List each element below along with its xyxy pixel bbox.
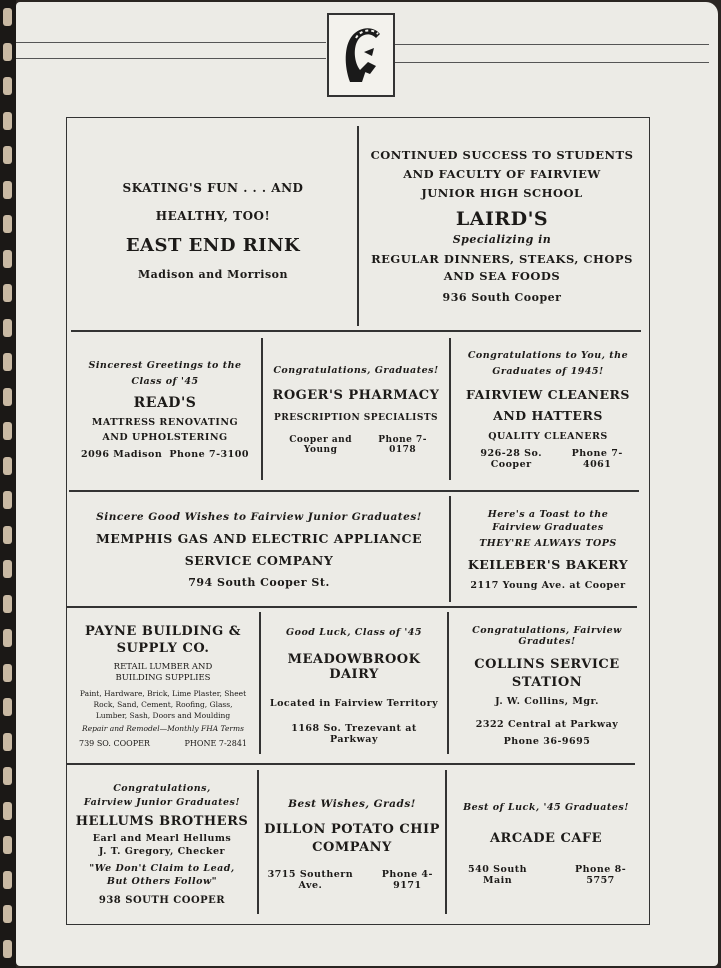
col-divider-r2b bbox=[449, 338, 451, 480]
meadowbrook-name: MEADOWBROOK DAIRY bbox=[287, 652, 421, 682]
gas-name-1: MEMPHIS GAS AND ELECTRIC APPLIANCE bbox=[95, 531, 423, 546]
payne-items-2: Rock, Sand, Cement, Roofing, Glass, bbox=[93, 700, 233, 709]
lairds-line-1: CONTINUED SUCCESS TO STUDENTS bbox=[370, 148, 634, 162]
cleaners-name-2: AND HATTERS bbox=[493, 408, 603, 423]
arcade-phone: Phone 8-5757 bbox=[574, 864, 627, 886]
binding-ring bbox=[3, 215, 12, 233]
lairds-line-3: JUNIOR HIGH SCHOOL bbox=[421, 186, 583, 200]
ad-dillon bbox=[260, 770, 444, 918]
binding-ring bbox=[3, 491, 12, 509]
ad-lairds bbox=[361, 126, 643, 326]
rink-name: EAST END RINK bbox=[125, 235, 301, 256]
binding-ring bbox=[3, 733, 12, 751]
ad-arcade bbox=[448, 770, 644, 918]
binding-ring bbox=[3, 836, 12, 854]
ad-east-end-rink bbox=[71, 126, 355, 326]
dillon-name-1: DILLON POTATO CHIP bbox=[264, 821, 440, 837]
reads-address: 2096 Madison bbox=[81, 449, 163, 460]
payne-name-2: SUPPLY CO. bbox=[116, 641, 210, 656]
binding-ring bbox=[3, 698, 12, 716]
hellums-name: HELLUMS BROTHERS bbox=[75, 813, 249, 829]
rink-line-1: SKATING'S FUN . . . AND bbox=[122, 181, 304, 195]
ad-hellums bbox=[69, 770, 255, 918]
dillon-contact-row bbox=[264, 869, 440, 891]
payne-phone: PHONE 7-2841 bbox=[184, 739, 247, 748]
binding-ring bbox=[3, 457, 12, 475]
binding-ring bbox=[3, 181, 12, 199]
hellums-greeting-2: Fairview Junior Graduates! bbox=[83, 796, 241, 808]
cleaners-phone: Phone 7-4061 bbox=[571, 448, 623, 470]
header-rule-right-bottom bbox=[394, 62, 709, 63]
binding-ring bbox=[3, 112, 12, 130]
meadowbrook-address: 1168 So. Trezevant at Parkway bbox=[291, 723, 417, 745]
binding-ring bbox=[3, 629, 12, 647]
collins-manager: J. W. Collins, Mgr. bbox=[495, 696, 599, 707]
cleaners-address: 926-28 So. Cooper bbox=[480, 448, 542, 470]
binding-ring bbox=[3, 802, 12, 820]
hellums-motto-1: "We Don't Claim to Lead, bbox=[89, 862, 235, 874]
payne-items-3: Lumber, Sash, Doors and Moulding bbox=[95, 711, 231, 720]
binding-ring bbox=[3, 560, 12, 578]
logo-box bbox=[327, 13, 395, 97]
ad-meadowbrook bbox=[262, 612, 446, 760]
binding-ring bbox=[3, 319, 12, 337]
meadowbrook-greeting: Good Luck, Class of '45 bbox=[286, 627, 422, 638]
row-divider-2 bbox=[69, 490, 639, 492]
reads-contact-row bbox=[75, 449, 255, 460]
col-divider-r5a bbox=[257, 770, 259, 914]
col-divider-r1 bbox=[357, 126, 359, 326]
arcade-address: 540 South Main bbox=[468, 864, 528, 886]
reads-greeting-1: Sincerest Greetings to the bbox=[88, 360, 242, 371]
rogers-tagline: PRESCRIPTION SPECIALISTS bbox=[273, 413, 439, 423]
payne-remodel: Repair and Remodel—Monthly FHA Terms bbox=[82, 724, 244, 733]
collins-name-2: STATION bbox=[511, 675, 583, 690]
payne-items-1: Paint, Hardware, Brick, Lime Plaster, Sheet bbox=[79, 689, 247, 698]
spiral-binding bbox=[0, 0, 16, 968]
binding-ring bbox=[3, 422, 12, 440]
hellums-motto-2: But Others Follow" bbox=[106, 875, 218, 887]
yearbook-page bbox=[16, 2, 718, 966]
binding-ring bbox=[3, 388, 12, 406]
col-divider-r3 bbox=[449, 496, 451, 602]
payne-sub-1: RETAIL LUMBER AND bbox=[113, 662, 213, 672]
hellums-people-1: Earl and Mearl Hellums bbox=[92, 832, 232, 844]
reads-service-1: MATTRESS RENOVATING bbox=[91, 417, 239, 428]
header-rule-left-top bbox=[16, 42, 326, 43]
reads-phone: Phone 7-3100 bbox=[169, 449, 249, 460]
gas-greeting: Sincere Good Wishes to Fairview Junior Graduates! bbox=[96, 511, 422, 523]
binding-ring bbox=[3, 767, 12, 785]
keilebers-greeting-3: THEY'RE ALWAYS TOPS bbox=[479, 538, 617, 549]
payne-contact-row bbox=[73, 739, 253, 748]
binding-ring bbox=[3, 871, 12, 889]
payne-name-1: PAYNE BUILDING & bbox=[84, 624, 241, 639]
keilebers-greeting-2: Fairview Graduates bbox=[492, 522, 604, 533]
binding-ring bbox=[3, 664, 12, 682]
hellums-address: 938 SOUTH COOPER bbox=[98, 894, 226, 906]
binding-ring bbox=[3, 284, 12, 302]
reads-greeting-2: Class of '45 bbox=[131, 376, 199, 387]
dillon-address: 3715 Southern Ave. bbox=[267, 868, 354, 891]
hellums-greeting-1: Congratulations, bbox=[113, 782, 211, 794]
header-rule-right-top bbox=[394, 44, 709, 45]
col-divider-r4b bbox=[447, 612, 449, 754]
meadowbrook-location: Located in Fairview Territory bbox=[269, 698, 439, 709]
row-divider-1 bbox=[71, 330, 641, 332]
gas-address: 794 South Cooper St. bbox=[188, 576, 330, 589]
lairds-line-2: AND FACULTY OF FAIRVIEW bbox=[403, 167, 601, 181]
col-divider-r2a bbox=[261, 338, 263, 480]
arcade-name: ARCADE CAFE bbox=[489, 831, 603, 846]
keilebers-greeting-1: Here's a Toast to the bbox=[487, 509, 609, 520]
binding-ring bbox=[3, 8, 12, 26]
ad-fairview-cleaners bbox=[452, 336, 644, 484]
keilebers-address: 2117 Young Ave. at Cooper bbox=[470, 580, 626, 591]
ad-reads bbox=[71, 336, 259, 484]
spartan-helmet-logo-icon bbox=[336, 22, 386, 88]
header-rule-left-bottom bbox=[16, 58, 326, 59]
row-divider-3 bbox=[67, 606, 637, 608]
rogers-name: ROGER'S PHARMACY bbox=[272, 388, 440, 403]
ad-memphis-gas bbox=[71, 496, 447, 604]
rogers-greeting: Congratulations, Graduates! bbox=[273, 365, 439, 376]
ad-rogers bbox=[264, 336, 448, 484]
binding-ring bbox=[3, 77, 12, 95]
collins-name-1: COLLINS SERVICE bbox=[474, 657, 620, 672]
row-divider-4 bbox=[67, 763, 635, 765]
lairds-address: 936 South Cooper bbox=[442, 291, 562, 304]
col-divider-r5b bbox=[445, 770, 447, 914]
payne-sub-2: BUILDING SUPPLIES bbox=[115, 673, 211, 683]
ad-payne bbox=[69, 612, 257, 760]
cleaners-contact-row bbox=[456, 448, 640, 470]
ads-frame bbox=[66, 117, 650, 925]
cleaners-greeting-2: Graduates of 1945! bbox=[492, 366, 604, 377]
binding-ring bbox=[3, 250, 12, 268]
reads-service-2: AND UPHOLSTERING bbox=[102, 432, 228, 443]
binding-ring bbox=[3, 353, 12, 371]
binding-ring bbox=[3, 905, 12, 923]
gas-name-2: SERVICE COMPANY bbox=[184, 553, 334, 568]
collins-greeting: Congratulations, Fairview Gradutes! bbox=[472, 625, 622, 647]
dillon-greeting: Best Wishes, Grads! bbox=[288, 797, 416, 810]
payne-address: 739 SO. COOPER bbox=[79, 739, 150, 748]
keilebers-name: KEILEBER'S BAKERY bbox=[467, 557, 629, 572]
cleaners-tagline: QUALITY CLEANERS bbox=[488, 431, 608, 442]
rogers-contact-row bbox=[268, 435, 444, 455]
collins-address: 2322 Central at Parkway bbox=[475, 719, 619, 730]
rogers-address: Cooper and Young bbox=[289, 435, 352, 455]
rogers-phone: Phone 7-0178 bbox=[378, 435, 427, 455]
lairds-specializing: Specializing in bbox=[452, 233, 552, 246]
binding-ring bbox=[3, 940, 12, 958]
ad-keilebers bbox=[452, 496, 644, 604]
cleaners-greeting-1: Congratulations to You, the bbox=[467, 350, 629, 361]
col-divider-r4a bbox=[259, 612, 261, 754]
reads-name: READ'S bbox=[133, 395, 197, 411]
hellums-people-2: J. T. Gregory, Checker bbox=[98, 845, 226, 857]
cleaners-name-1: FAIRVIEW CLEANERS bbox=[466, 387, 630, 402]
lairds-name: LAIRD'S bbox=[455, 208, 549, 230]
rink-address: Madison and Morrison bbox=[138, 268, 288, 281]
dillon-name-2: COMPANY bbox=[312, 839, 392, 855]
arcade-contact-row bbox=[452, 864, 640, 886]
ad-collins bbox=[450, 612, 644, 760]
binding-ring bbox=[3, 43, 12, 61]
binding-ring bbox=[3, 595, 12, 613]
lairds-menu-1: REGULAR DINNERS, STEAKS, CHOPS bbox=[371, 252, 633, 266]
collins-phone: Phone 36-9695 bbox=[503, 736, 591, 747]
arcade-greeting: Best of Luck, '45 Graduates! bbox=[463, 802, 629, 813]
rink-line-2: HEALTHY, TOO! bbox=[155, 209, 271, 223]
dillon-phone: Phone 4-9171 bbox=[381, 868, 433, 891]
binding-ring bbox=[3, 146, 12, 164]
lairds-menu-2: AND SEA FOODS bbox=[443, 269, 561, 283]
binding-ring bbox=[3, 526, 12, 544]
